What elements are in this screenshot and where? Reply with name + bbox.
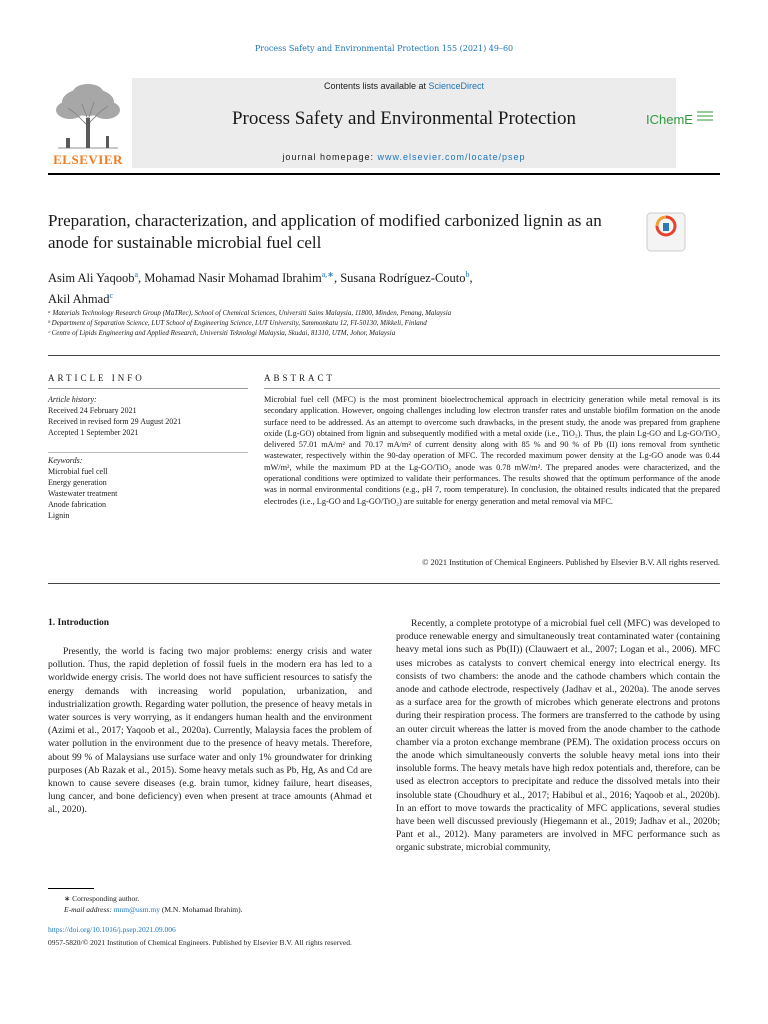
history-item: Received in revised form 29 August 2021 xyxy=(48,417,182,426)
article-history xyxy=(48,394,248,438)
journal-reference[interactable]: Process Safety and Environmental Protection 155 (2021) 49–60 xyxy=(254,44,514,53)
affiliation-item: ᵃ Materials Technology Research Group (MaTRec), School of Chemical Sciences, Universiti Sains Malaysia, 11800, Minden, Penang, Malaysia xyxy=(48,309,452,317)
journal-title[interactable]: Process Safety and Environmental Protection xyxy=(231,108,577,129)
header-rule xyxy=(48,173,720,175)
article-info-rule xyxy=(48,388,248,389)
corresponding-author-note: ∗ Corresponding author. xyxy=(64,894,140,903)
keyword-item: Anode fabrication xyxy=(48,500,106,509)
introduction-heading: 1. Introduction xyxy=(48,618,110,628)
icheme-wordmark: IChemE xyxy=(646,112,693,127)
elsevier-tree-logo[interactable] xyxy=(48,78,128,168)
keywords-rule xyxy=(48,452,248,453)
section-rule xyxy=(48,355,720,356)
author-list: Asim Ali Yaqoob$^a$, Mohamad Nasir Mohamad Ibrahim$^{a,∗}$, Susana Rodríguez-Couto$^b$, Akil Ahmad$^c$ xyxy=(48,270,473,307)
author-name[interactable]: Susana Rodríguez-Couto xyxy=(340,271,466,286)
icheme-logo[interactable] xyxy=(646,110,713,128)
homepage-label: journal homepage: xyxy=(282,152,378,162)
abstract-rule xyxy=(264,388,720,389)
history-item: Accepted 1 September 2021 xyxy=(48,428,139,437)
icheme-lines-icon xyxy=(697,110,713,124)
article-title: Preparation, characterization, and application of modified carbonized lignin as an anode for sustainable microbial fuel cell xyxy=(48,211,602,252)
homepage-link[interactable]: www.elsevier.com/locate/psep xyxy=(377,152,526,162)
email-line xyxy=(48,904,368,915)
email-link[interactable]: mnm@usm.my xyxy=(113,905,161,914)
author-name[interactable]: Mohamad Nasir Mohamad Ibrahim xyxy=(144,271,322,286)
section-rule xyxy=(48,583,720,584)
keyword-item: Energy generation xyxy=(48,478,107,487)
history-label: Article history: xyxy=(48,395,97,404)
keywords-list xyxy=(48,455,248,521)
email-label: E-mail address: xyxy=(64,905,112,914)
journal-homepage-line xyxy=(132,152,676,163)
sciencedirect-link[interactable]: ScienceDirect xyxy=(428,81,485,91)
contents-line xyxy=(132,81,676,91)
check-updates-icon xyxy=(646,212,686,252)
keyword-item: Lignin xyxy=(48,511,70,520)
body-paragraph: Recently, a complete prototype of a microbial fuel cell (MFC) was developed to produce renewable energy and simultaneously treat contaminated water (containing heavy metal ions such as Pb(II)) (Clauwaert et al., 2007; Logan et al., 2006). MFC uses microbes as catalysts to convert chemical energy into electrical energy. Its consists of two chambers: the anode and the cathode chambers which contain the anode and cathode electrode, respectively (Jadhav et al., 2020a). The anode serves as a surface area for the growth of microbes which generate electrons and protons during their respiration process. The formers are transferred to the cathode by using an outer circuit whereas the latter is moved from the anode chamber to the cathode chamber via a proton exchange membrane (PEM). The oxidation process occurs on the anode which simultaneously converts the soluble heavy metal ions into their insoluble forms. The heavy metals have high redox potentials and, therefore, can be used as electron acceptors to precipitate and reduce the dissolved metals into their insoluble state (Choudhury et al., 2017; Habibul et al., 2016; Yaqoob et al., 2020b). In an effort to move towards the practicality of MFC applications, several studies have been well discussed previously (Hiegemann et al., 2019; Jadhav et al., 2020b; Pant et al., 2012). Many parameters are involved in MFC performance such as organic substrate, microbial community, xyxy=(396,618,720,854)
check-for-updates-badge[interactable] xyxy=(646,212,686,252)
keyword-item: Microbial fuel cell xyxy=(48,467,108,476)
author-affiliation-marker[interactable]: a xyxy=(134,270,139,279)
elsevier-wordmark: ELSEVIER xyxy=(53,152,123,167)
footnote-rule xyxy=(48,888,94,889)
affiliation-item: ᵇ Department of Separation Science, LUT School of Engineering Science, LUT University, Sammonkatu 12, FI-50130, Mikkeli, Finland xyxy=(48,319,427,327)
body-paragraph: Presently, the world is facing two major problems: energy crisis and water pollution. Thus, the rapid depletion of fossil fuels in the modern era has led to a worldwide energy crisis. The world does not have sufficient resources to satisfy the energy demands with increasing world population, urbanization, and industrialization growth. Regarding water pollution, the presence of heavy metals in water sources is very worrying, as it endangers human health and the environment (Azimi et al., 2017; Yaqoob et al., 2020a). Currently, Malaysia faces the problem of water pollution in the environment due to the presence of heavy metals. Therefore, about 99 % of Malaysians use surface water and only 1% groundwater for drinking purposes (Ab Razak et al., 2015). Some heavy metals such as Pb, Hg, As and Cd are known to cause severe diseases (e.g. brain tumor, kidney failure, heart diseases, lung cancer, and bone deficiency) even when present at trace amounts (Ahmad et al., 2020). xyxy=(48,646,372,816)
keywords-label: Keywords: xyxy=(48,456,83,465)
author-affiliation-marker[interactable]: b xyxy=(465,270,470,279)
article-info-heading: ARTICLE INFO xyxy=(48,373,145,383)
email-suffix: (M.N. Mohamad Ibrahim). xyxy=(161,905,243,914)
author-name[interactable]: Akil Ahmad xyxy=(48,292,110,307)
issn-copyright: 0957-5820/© 2021 Institution of Chemical Engineers. Published by Elsevier B.V. All rights reserved. xyxy=(48,938,352,947)
abstract-heading: ABSTRACT xyxy=(264,373,336,383)
abstract-copyright: © 2021 Institution of Chemical Engineers. Published by Elsevier B.V. All rights reserved. xyxy=(422,558,720,567)
tree-icon xyxy=(48,78,128,150)
author-affiliation-marker[interactable]: a,∗ xyxy=(321,270,334,279)
introduction-left-column xyxy=(48,645,372,817)
author-affiliation-marker[interactable]: c xyxy=(109,291,114,301)
doi-link[interactable]: https://doi.org/10.1016/j.psep.2021.09.006 xyxy=(48,925,176,934)
contents-prefix: Contents lists available at xyxy=(323,81,429,91)
corresponding-author-footnote xyxy=(48,893,368,915)
journal-masthead xyxy=(48,78,720,168)
author-name[interactable]: Asim Ali Yaqoob xyxy=(48,271,135,286)
history-item: Received 24 February 2021 xyxy=(48,406,137,415)
introduction-right-column xyxy=(396,617,720,855)
abstract-body: Microbial fuel cell (MFC) is the most prominent bioelectrochemical approach in electricity generation while metal removal is its secondary application. However, ongoing challenges including low electron transfer rates and unstable biofilm formation on the anode surface need to be addressed. As an attempt to overcome such drawbacks, in the present study, the anode was prepared from graphene oxide (Lg-GO) obtained from lignin and subsequently modified with a metal oxide (i.e., TiO₂). Thus, the plain Lg-GO and Lg-GO/TiO₂ delivered 57.01 mA/m² and 70.17 mA/m² of current density along with 85 % and 90 % of Pb (II) ions removal from synthetic wastewater, respectively within the 90-day operation of MFC. The recorded maximum power density at the Lg-GO anode was 0.44 mW/m², while the maximum PD at the Lg-GO/TiO₂ anode was 0.78 mW/m². The prepared anodes were characterized, and the operational conditions were optimized to validate their performances. The results showed that the optimum performance of the anode was in normal environmental conditions (e.g., pH 7, room temperature). In conclusion, the obtained results indicated that the prepared electrodes (i.e., Lg-GO and Lg-GO/TiO₂) are suitable for energy generation and metal removal via MFC. xyxy=(264,395,720,506)
affiliation-item: ᶜ Centre of Lipids Engineering and Applied Research, Universiti Teknologi Malaysia, Skudai, 81310, UTM, Johor, Malaysia xyxy=(48,329,396,337)
affiliation-list xyxy=(48,308,668,338)
keyword-item: Wastewater treatment xyxy=(48,489,118,498)
